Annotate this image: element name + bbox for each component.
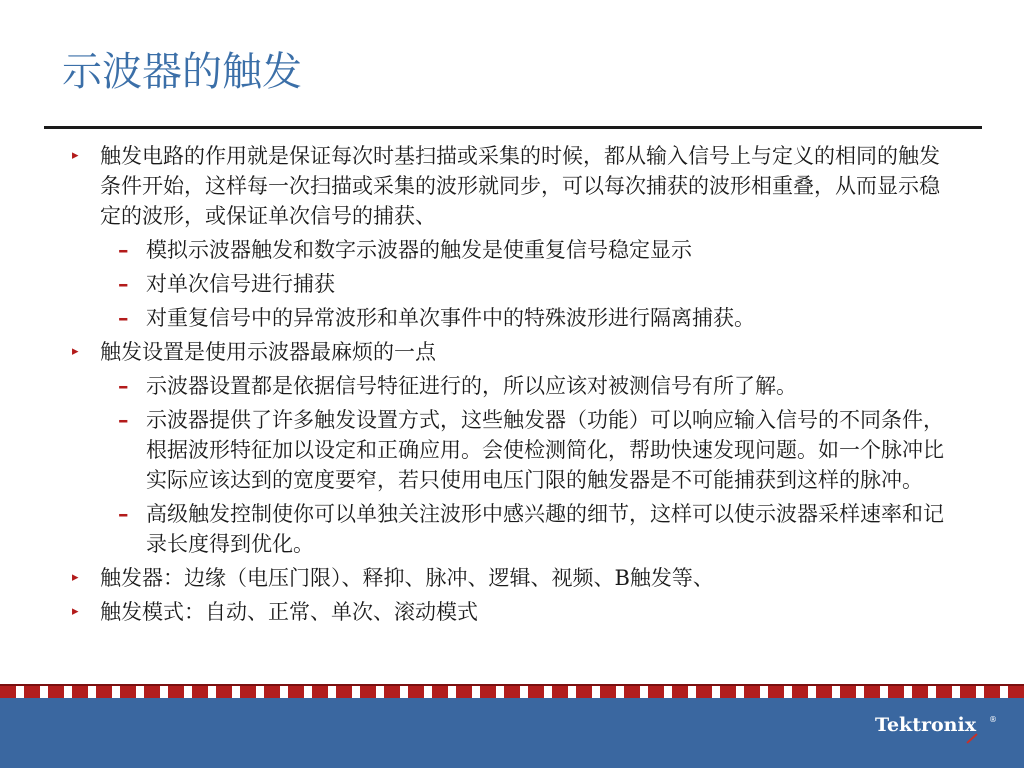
bullet-item	[72, 563, 957, 593]
sub-bullet-item	[116, 371, 957, 401]
sub-bullet-item	[116, 269, 957, 299]
arrow-bullet-icon: ▸	[72, 344, 79, 359]
dash-bullet-icon: –	[118, 271, 129, 296]
dash-bullet-icon: –	[118, 237, 129, 262]
sub-bullet-item	[116, 235, 957, 265]
bullet-text: 触发设置是使用示波器最麻烦的一点	[100, 340, 436, 364]
svg-text:Tektronix: Tektronix	[875, 714, 977, 736]
bullet-item	[72, 337, 957, 367]
dash-bullet-icon: –	[118, 501, 129, 526]
bullet-item	[72, 141, 957, 231]
sub-bullet-item	[116, 303, 957, 333]
sub-bullet-text: 高级触发控制使你可以单独关注波形中感兴趣的细节，这样可以使示波器采样速率和记录长度得到优化。	[146, 502, 944, 556]
sub-bullet-text: 对重复信号中的异常波形和单次事件中的特殊波形进行隔离捕获。	[146, 306, 755, 330]
bullet-item	[72, 597, 957, 627]
dash-bullet-icon: –	[118, 407, 129, 432]
arrow-bullet-icon: ▸	[72, 148, 79, 163]
bullet-text: 触发器：边缘（电压门限）、释抑、脉冲、逻辑、视频、B触发等、	[100, 566, 714, 590]
title-divider	[44, 126, 982, 129]
svg-text:®: ®	[989, 715, 997, 724]
slide-title: 示波器的触发	[62, 49, 302, 95]
sub-bullet-item	[116, 405, 957, 495]
sub-bullet-text: 对单次信号进行捕获	[146, 272, 335, 296]
bullet-text: 触发电路的作用就是保证每次时基扫描或采集的时候，都从输入信号上与定义的相同的触发条件开始，这样每一次扫描或采集的波形就同步，可以每次捕获的波形相重叠，从而显示稳定的波形，或保证单次信号的捕获、	[100, 144, 940, 228]
sub-bullet-text: 示波器提供了许多触发设置方式，这些触发器（功能）可以响应输入信号的不同条件，根据波形特征加以设定和正确应用。会使检测简化，帮助快速发现问题。如一个脉冲比实际应该达到的宽度要窄，若只使用电压门限的触发器是不可能捕获到这样的脉冲。	[146, 408, 944, 492]
sub-bullet-item	[116, 499, 957, 559]
bullet-text: 触发模式：自动、正常、单次、滚动模式	[100, 600, 478, 624]
footer-stripe-bar	[0, 684, 1024, 698]
sub-bullet-text: 示波器设置都是依据信号特征进行的，所以应该对被测信号有所了解。	[146, 374, 797, 398]
tektronix-logo	[873, 708, 1003, 744]
sub-bullet-text: 模拟示波器触发和数字示波器的触发是使重复信号稳定显示	[146, 238, 692, 262]
bullet-list	[72, 141, 957, 631]
dash-bullet-icon: –	[118, 373, 129, 398]
dash-bullet-icon: –	[118, 305, 129, 330]
arrow-bullet-icon: ▸	[72, 570, 79, 585]
arrow-bullet-icon: ▸	[72, 604, 79, 619]
footer-band	[0, 698, 1024, 768]
